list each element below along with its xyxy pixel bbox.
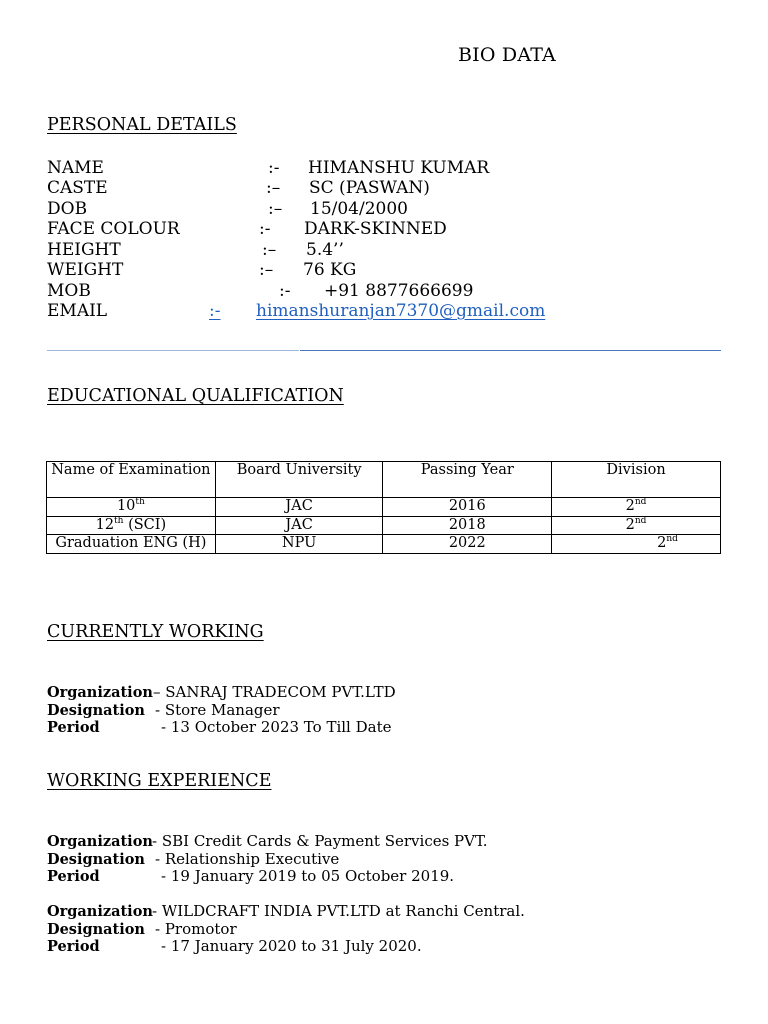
- job2-designation-value: - Promotor: [155, 920, 237, 938]
- email-link[interactable]: himanshuranjan7370@gmail.com: [256, 301, 546, 321]
- height-separator: :–: [262, 240, 277, 260]
- email-separator: :-: [209, 301, 221, 321]
- job2-designation-label: Designation: [47, 921, 145, 938]
- header-board: Board University: [215, 462, 383, 498]
- current-designation-label: Designation: [47, 702, 145, 719]
- current-period-label: Period: [47, 719, 100, 736]
- caste-separator: :–: [266, 178, 281, 198]
- exam-cell: 10th: [47, 498, 216, 517]
- experience-heading: WORKING EXPERIENCE: [47, 771, 272, 791]
- height-label: HEIGHT: [47, 240, 121, 260]
- caste-label: CASTE: [47, 178, 108, 198]
- exam-cell: 12th (SCI): [47, 516, 216, 535]
- dob-value: 15/04/2000: [310, 199, 408, 219]
- header-year: Passing Year: [383, 462, 552, 498]
- job1-period-value: - 19 January 2019 to 05 October 2019.: [161, 867, 455, 885]
- current-work-heading: CURRENTLY WORKING: [47, 622, 264, 642]
- job2-period-value: - 17 January 2020 to 31 July 2020.: [161, 937, 422, 955]
- mob-separator: :-: [279, 281, 291, 301]
- email-label: EMAIL: [47, 301, 108, 321]
- table-row: [47, 535, 721, 554]
- divider-left: [47, 350, 299, 351]
- weight-value: 76 KG: [303, 260, 357, 280]
- face-colour-value: DARK-SKINNED: [304, 219, 447, 239]
- weight-label: WEIGHT: [47, 260, 124, 280]
- year-cell: 2022: [383, 535, 552, 554]
- division-cell: 2nd: [552, 535, 721, 554]
- job2-period-label: Period: [47, 938, 100, 955]
- board-cell: JAC: [215, 498, 383, 517]
- current-organization-label: Organization: [47, 684, 153, 701]
- mob-value: +91 8877666699: [324, 281, 474, 301]
- face-colour-label: FACE COLOUR: [47, 219, 180, 239]
- table-row: [47, 516, 721, 535]
- name-value: HIMANSHU KUMAR: [308, 158, 490, 178]
- name-separator: :-: [268, 158, 280, 178]
- job2-organization-label: Organization: [47, 903, 153, 920]
- division-cell: 2nd: [552, 498, 721, 517]
- current-designation-value: - Store Manager: [155, 701, 280, 719]
- job1-period-label: Period: [47, 868, 100, 885]
- education-heading: EDUCATIONAL QUALIFICATION: [47, 386, 344, 406]
- year-cell: 2016: [383, 498, 552, 517]
- job1-designation-value: - Relationship Executive: [155, 850, 340, 868]
- divider-right: [300, 350, 721, 351]
- caste-value: SC (PASWAN): [309, 178, 430, 198]
- exam-cell: Graduation ENG (H): [47, 535, 216, 554]
- dob-label: DOB: [47, 199, 88, 219]
- table-header-row: [47, 462, 721, 498]
- job2-organization-value: - WILDCRAFT INDIA PVT.LTD at Ranchi Central.: [152, 902, 525, 920]
- header-exam: Name of Examination: [47, 462, 216, 498]
- name-label: NAME: [47, 158, 104, 178]
- face-colour-separator: :-: [259, 219, 271, 239]
- document-title: BIO DATA: [458, 44, 556, 66]
- weight-separator: :–: [259, 260, 274, 280]
- education-table: [46, 461, 721, 554]
- current-period-value: - 13 October 2023 To Till Date: [161, 718, 392, 736]
- table-row: [47, 498, 721, 517]
- job1-organization-label: Organization: [47, 833, 153, 850]
- division-cell: 2nd: [552, 516, 721, 535]
- current-organization-value: – SANRAJ TRADECOM PVT.LTD: [153, 683, 396, 701]
- job1-organization-value: - SBI Credit Cards & Payment Services PVT.: [152, 832, 488, 850]
- height-value: 5.4’’: [306, 240, 344, 260]
- personal-details-heading: PERSONAL DETAILS: [47, 115, 237, 135]
- mob-label: MOB: [47, 281, 91, 301]
- board-cell: NPU: [215, 535, 383, 554]
- job1-designation-label: Designation: [47, 851, 145, 868]
- header-division: Division: [552, 462, 721, 498]
- year-cell: 2018: [383, 516, 552, 535]
- dob-separator: :–: [268, 199, 283, 219]
- board-cell: JAC: [215, 516, 383, 535]
